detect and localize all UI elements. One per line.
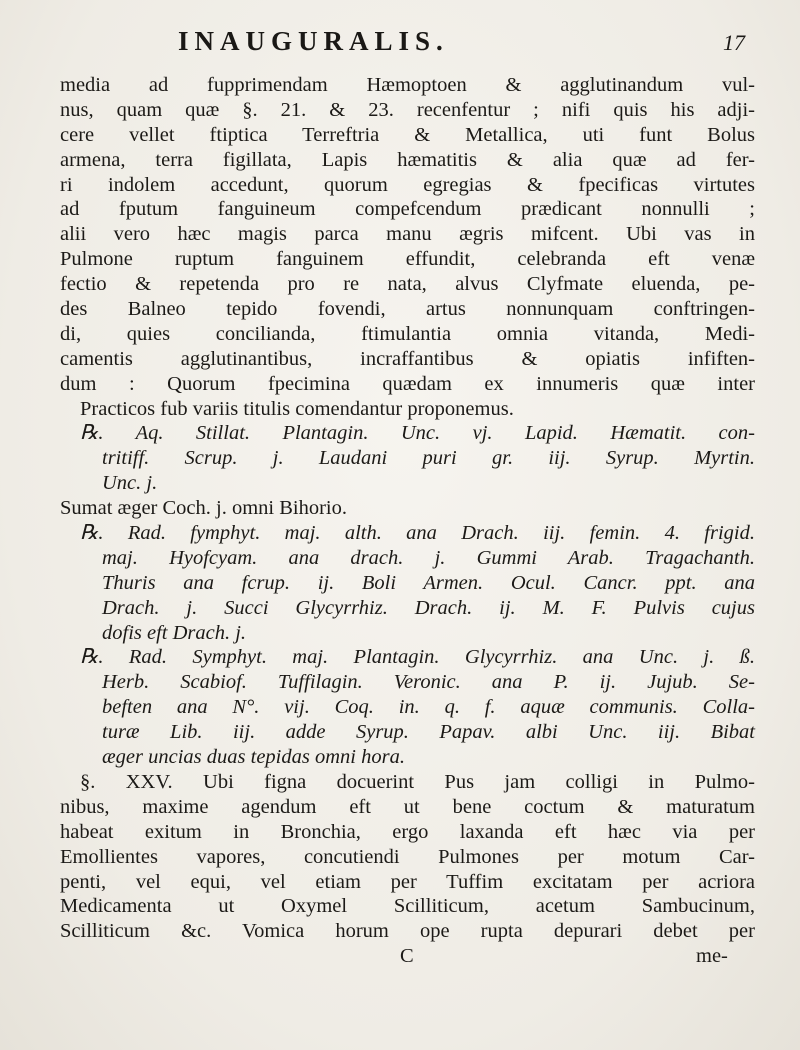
recipe-instruction: Sumat æger Coch. j. omni Bihorio. <box>60 497 347 520</box>
running-title: INAUGURALIS. <box>178 26 449 56</box>
text-line: camentis agglutinantibus, incraffantibus & opiatis infiften- <box>60 347 755 370</box>
recipe-block <box>60 521 755 645</box>
recipe-line: Unc. j. <box>102 472 158 495</box>
recipe-line: turæ Lib. iij. adde Syrup. Papav. albi Unc. iij. Bibat <box>102 721 755 744</box>
recipe-line: dofis eft Drach. j. <box>102 621 247 644</box>
text-line: Pulmone ruptum fanguinem effundit, celebranda eft venæ <box>60 248 755 271</box>
section-line: habeat exitum in Bronchia, ergo laxanda eft hæc via per <box>60 820 755 843</box>
section-line: Scilliticum &c. Vomica horum ope rupta depurari debet per <box>60 920 755 943</box>
text-line: armena, terra figillata, Lapis hæmatitis & alia quæ ad fer- <box>60 148 755 171</box>
section-line: Medicamenta ut Oxymel Scilliticum, acetum Sambucinum, <box>60 895 755 918</box>
section-paragraph <box>60 770 755 944</box>
page-header <box>0 26 800 66</box>
text-line: di, quies concilianda, ftimulantia omnia vitanda, Medi- <box>60 322 755 345</box>
recipe-line: beften ana N°. vij. Coq. in. q. f. aquæ communis. Colla- <box>102 696 755 719</box>
section-line: nibus, maxime agendum eft ut bene coctum & maturatum <box>60 795 755 818</box>
recipe-line: æger uncias duas tepidas omni hora. <box>102 746 405 769</box>
text-line: fectio & repetenda pro re nata, alvus Clyfmate eluenda, pe- <box>60 273 755 296</box>
text-line: ri indolem accedunt, quorum egregias & fpecificas virtutes <box>60 173 755 196</box>
text-line: alii vero hæc magis parca manu ægris mifcent. Ubi vas in <box>60 223 755 246</box>
recipe-line: Thuris ana fcrup. ij. Boli Armen. Ocul. Cancr. ppt. ana <box>102 571 755 594</box>
text-line: nus, quam quæ §. 21. & 23. recenfentur ; nifi quis his adji- <box>60 98 755 121</box>
recipe-block <box>60 645 755 769</box>
recipe-line: ℞. Rad. Symphyt. maj. Plantagin. Glycyrrhiz. ana Unc. j. ß. <box>80 646 755 669</box>
text-line: media ad fupprimendam Hæmoptoen & agglutinandum vul- <box>60 74 755 96</box>
recipe-line: tritiff. Scrup. j. Laudani puri gr. iij. Syrup. Myrtin. <box>102 447 755 470</box>
section-line: §. XXV. Ubi figna docuerint Pus jam colligi in Pulmo- <box>80 770 755 793</box>
text-line: ad fputum fanguineum compefcendum prædicant nonnulli ; <box>60 198 755 221</box>
recipe-line: ℞. Aq. Stillat. Plantagin. Unc. vj. Lapid. Hæmatit. con- <box>80 422 755 445</box>
page-number: 17 <box>723 30 745 55</box>
recipe-line: Drach. j. Succi Glycyrrhiz. Drach. ij. M. F. Pulvis cujus <box>102 596 755 619</box>
section-line: Emollientes vapores, concutiendi Pulmones per motum Car- <box>60 845 755 868</box>
signature-mark: C <box>400 945 414 968</box>
recipe-line: ℞. Rad. fymphyt. maj. alth. ana Drach. iij. femin. 4. frigid. <box>80 522 755 545</box>
body-text <box>60 73 755 970</box>
recipe-block <box>60 421 755 496</box>
page-footer <box>60 944 755 970</box>
text-line: Practicos fub variis titulis comendantur proponemus. <box>80 397 514 420</box>
section-line: penti, vel equi, vel etiam per Tuffim excitatam per acriora <box>60 870 755 893</box>
catchword: me- <box>696 945 728 968</box>
text-line: dum : Quorum fpecimina quædam ex innumeris quæ inter <box>60 372 755 395</box>
recipe-line: maj. Hyofcyam. ana drach. j. Gummi Arab. Tragachanth. <box>102 546 755 569</box>
text-line: cere vellet ftiptica Terreftria & Metallica, uti funt Bolus <box>60 123 755 146</box>
text-line: des Balneo tepido fovendi, artus nonnunquam conftringen- <box>60 298 755 321</box>
recipe-line: Herb. Scabiof. Tuffilagin. Veronic. ana P. ij. Jujub. Se- <box>102 671 755 694</box>
recipe-block <box>60 496 755 521</box>
